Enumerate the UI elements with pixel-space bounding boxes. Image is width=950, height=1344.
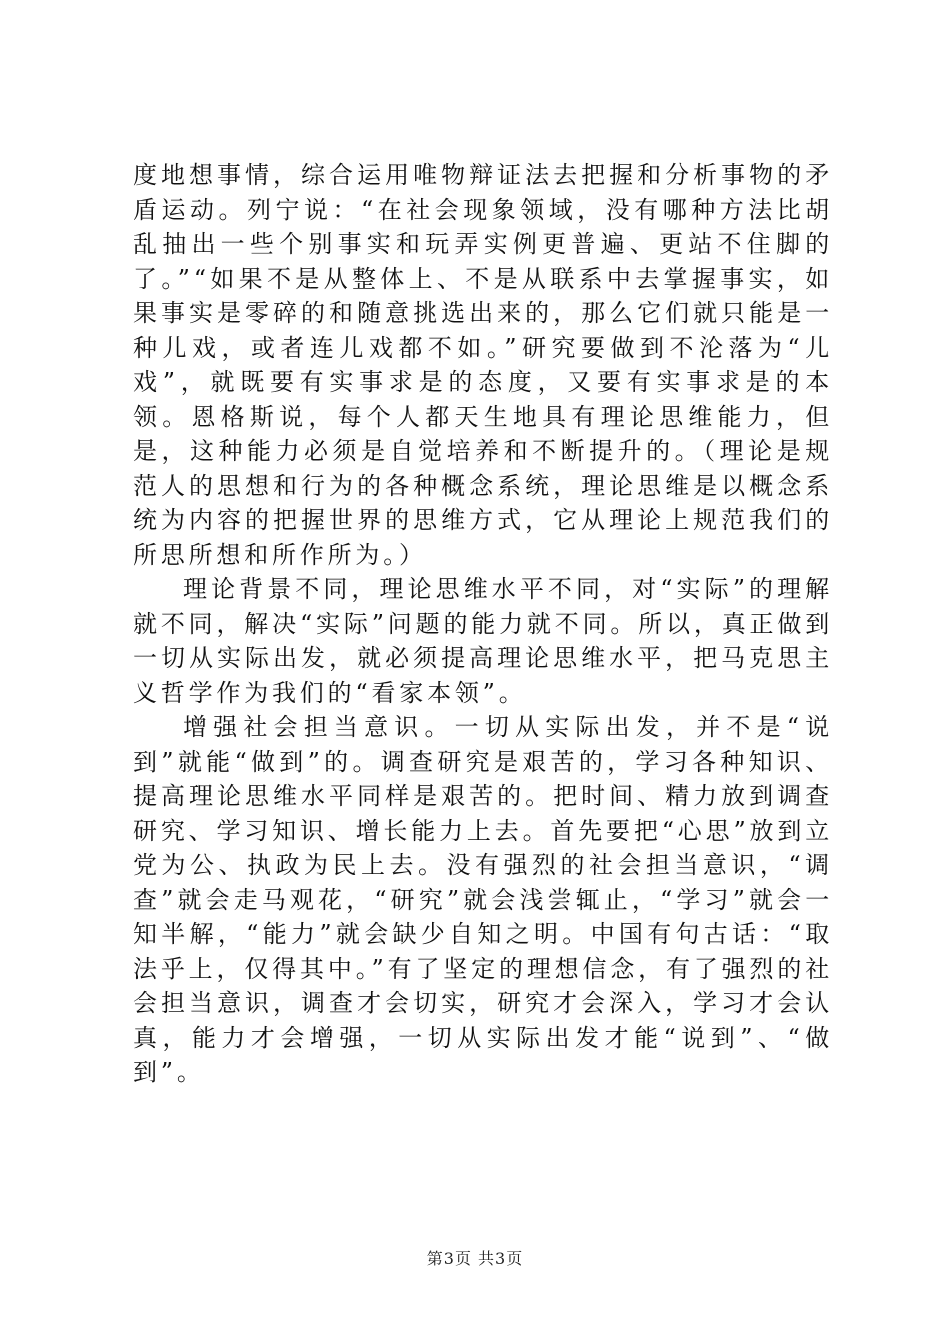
- paragraph-3: 增强社会担当意识。一切从实际出发，并不是“说到”就能“做到”的。调查研究是艰苦的，学习各种知识、提高理论思维水平同样是艰苦的。把时间、精力放到调查研究、学习知识、增长能力上去。首先要把“心思”放到立党为公、执政为民上去。没有强烈的社会担当意识，“调查”就会走马观花，“研究”就会浅尝辄止，“学习”就会一知半解，“能力”就会缺少自知之明。中国有句古话：“取法乎上，仅得其中。”有了坚定的理想信念，有了强烈的社会担当意识，调查才会切实，研究才会深入，学习才会认真，能力才会增强，一切从实际出发才能“说到”、“做到”。: [133, 713, 833, 1086]
- document-body: [133, 158, 833, 1090]
- paragraph-1: 度地想事情，综合运用唯物辩证法去把握和分析事物的矛盾运动。列宁说：“在社会现象领域，没有哪种方法比胡乱抽出一些个别事实和玩弄实例更普遍、更站不住脚的了。”“如果不是从整体上、不是从联系中去掌握事实，如果事实是零碎的和随意挑选出来的，那么它们就只能是一种儿戏，或者连儿戏都不如。”研究要做到不沦落为“儿戏”，就既要有实事求是的态度，又要有实事求是的本领。恩格斯说，每个人都天生地具有理论思维能力，但是，这种能力必须是自觉培养和不断提升的。（理论是规范人的思想和行为的各种概念系统，理论思维是以概念系统为内容的把握世界的思维方式，它从理论上规范我们的所思所想和所作所为。）: [133, 161, 833, 569]
- page-number-footer: 第3页 共3页: [426, 1249, 524, 1268]
- paragraph-2: 理论背景不同，理论思维水平不同，对“实际”的理解就不同，解决“实际”问题的能力就不同。所以，真正做到一切从实际出发，就必须提高理论思维水平，把马克思主义哲学作为我们的“看家本领”。: [133, 575, 833, 707]
